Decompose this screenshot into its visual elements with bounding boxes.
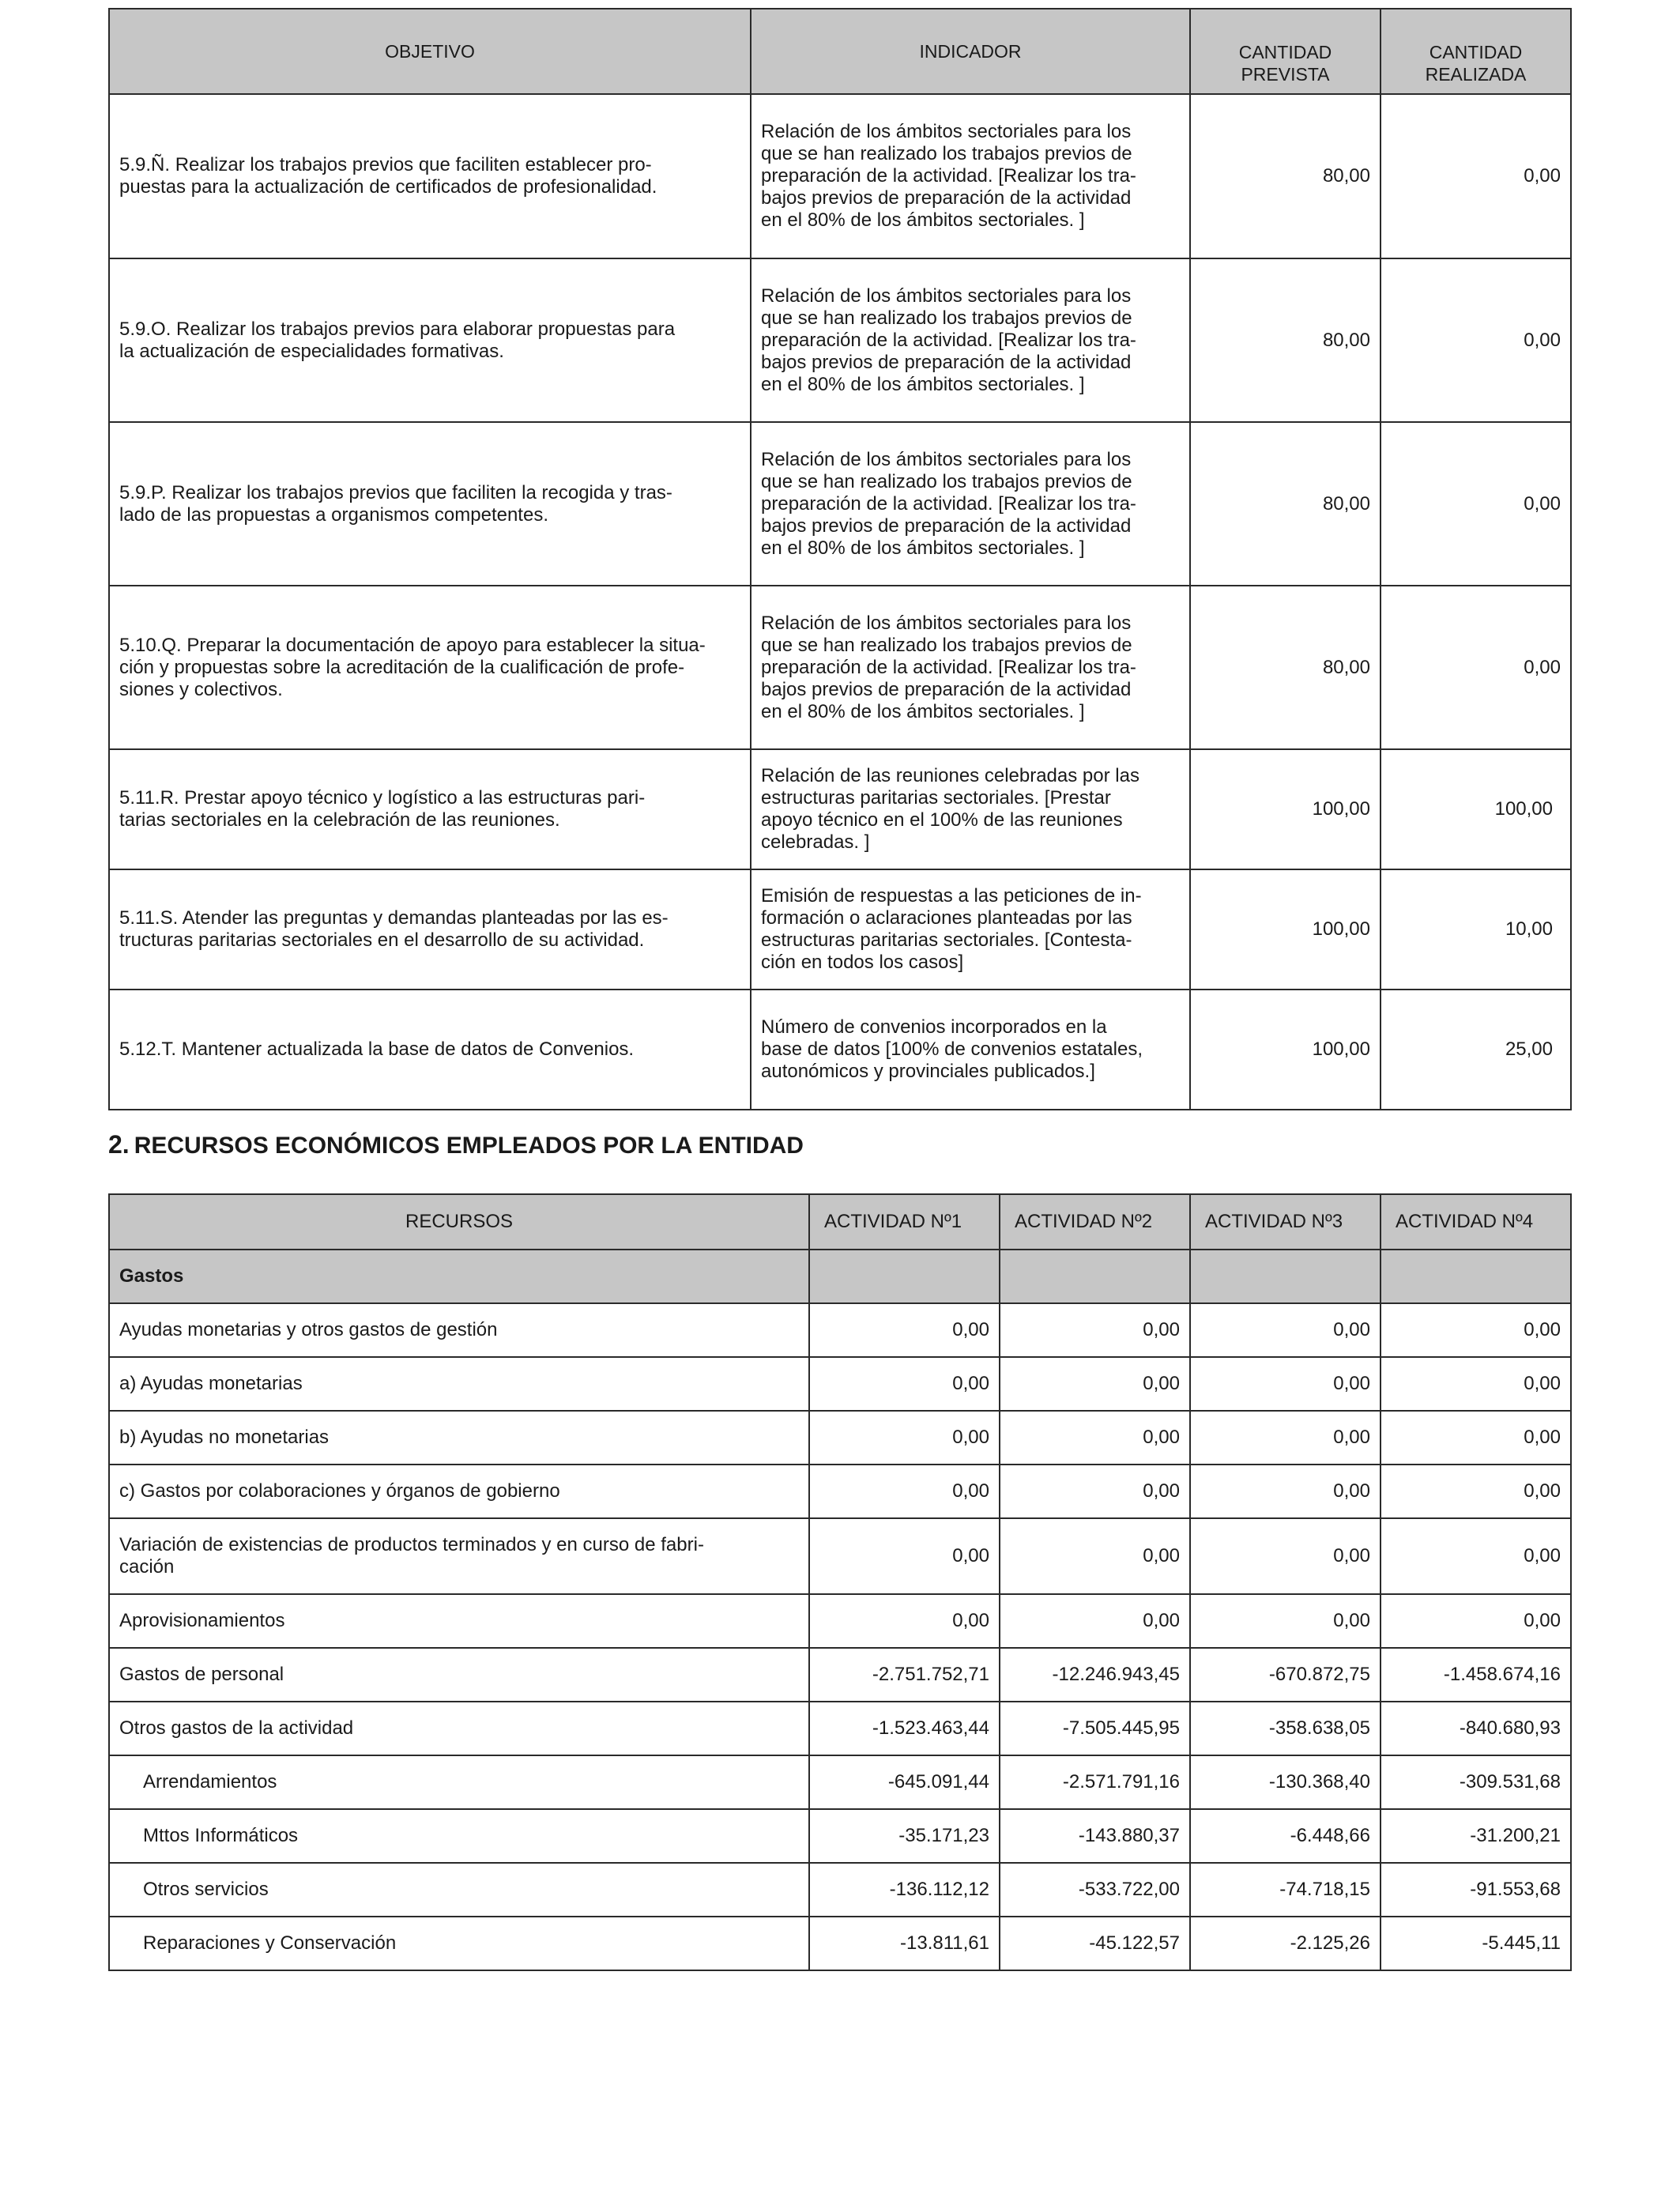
value-actividad-3: 0,00 [1190, 1518, 1381, 1594]
objective-text: 5.9.O. Realizar los trabajos previos para elaborar propuestas para la actualización de especialidades formativas. [109, 258, 751, 422]
actual-quantity: 100,00 [1381, 749, 1571, 869]
indicator-text: Relación de los ámbitos sectoriales para los que se han realizado los trabajos previos de preparación de la actividad. [Realizar los tra- bajos previos de preparación de la actividad en el 80% de los ámbitos sectoriales. ] [751, 422, 1190, 586]
actual-quantity: 25,00 [1381, 990, 1571, 1110]
group-label: Gastos [109, 1250, 809, 1303]
value-actividad-2: 0,00 [1000, 1357, 1190, 1411]
value-actividad-3: 0,00 [1190, 1594, 1381, 1648]
value-actividad-2: -2.571.791,16 [1000, 1755, 1190, 1809]
value-actividad-4: -1.458.674,16 [1381, 1648, 1571, 1702]
objective-row [109, 869, 1571, 990]
indicator-text: Emisión de respuestas a las peticiones de in- formación o aclaraciones planteadas por las estructuras paritarias sectoriales. [Contesta- ción en todos los casos] [751, 869, 1190, 990]
table-row [109, 1917, 1571, 1970]
value-actividad-1: 0,00 [809, 1411, 1000, 1465]
value-actividad-4: 0,00 [1381, 1411, 1571, 1465]
value-actividad-3: 0,00 [1190, 1303, 1381, 1357]
value-actividad-2: 0,00 [1000, 1303, 1190, 1357]
objectives-table [108, 8, 1572, 1110]
resources-header-row [109, 1194, 1571, 1250]
value-actividad-2: -12.246.943,45 [1000, 1648, 1190, 1702]
objective-text: 5.12.T. Mantener actualizada la base de datos de Convenios. [109, 990, 751, 1110]
value-actividad-2: -533.722,00 [1000, 1863, 1190, 1917]
header-actividad-2: ACTIVIDAD Nº2 [1000, 1194, 1190, 1250]
planned-quantity: 80,00 [1190, 258, 1381, 422]
resources-table [108, 1193, 1572, 1971]
value-actividad-1: -645.091,44 [809, 1755, 1000, 1809]
section-heading [108, 1130, 804, 1159]
table-row [109, 1357, 1571, 1411]
objectives-header-row [109, 9, 1571, 94]
value-actividad-3: -2.125,26 [1190, 1917, 1381, 1970]
row-label: Reparaciones y Conservación [109, 1917, 809, 1970]
header-indicador: INDICADOR [751, 9, 1190, 94]
objective-text: 5.11.R. Prestar apoyo técnico y logístico a las estructuras pari- tarias sectoriales en la celebración de las reuniones. [109, 749, 751, 869]
row-label: a) Ayudas monetarias [109, 1357, 809, 1411]
value-actividad-2: 0,00 [1000, 1594, 1190, 1648]
value-actividad-1: -13.811,61 [809, 1917, 1000, 1970]
group-cell [809, 1250, 1000, 1303]
row-label: b) Ayudas no monetarias [109, 1411, 809, 1465]
value-actividad-4: 0,00 [1381, 1465, 1571, 1518]
value-actividad-1: 0,00 [809, 1303, 1000, 1357]
header-recursos: RECURSOS [109, 1194, 809, 1250]
planned-quantity: 100,00 [1190, 749, 1381, 869]
planned-quantity: 100,00 [1190, 990, 1381, 1110]
group-cell [1000, 1250, 1190, 1303]
value-actividad-4: 0,00 [1381, 1303, 1571, 1357]
indicator-text: Relación de los ámbitos sectoriales para los que se han realizado los trabajos previos de preparación de la actividad. [Realizar los tra- bajos previos de preparación de la actividad en el 80% de los ámbitos sectoriales. ] [751, 94, 1190, 258]
indicator-text: Relación de las reuniones celebradas por las estructuras paritarias sectoriales. [Prestar apoyo técnico en el 100% de las reuniones celebradas. ] [751, 749, 1190, 869]
objective-row [109, 586, 1571, 749]
objective-text: 5.9.Ñ. Realizar los trabajos previos que faciliten establecer pro- puestas para la actualización de certificados de profesionalidad. [109, 94, 751, 258]
planned-quantity: 100,00 [1190, 869, 1381, 990]
header-actividad-4: ACTIVIDAD Nº4 [1381, 1194, 1571, 1250]
value-actividad-3: -130.368,40 [1190, 1755, 1381, 1809]
row-label: c) Gastos por colaboraciones y órganos de gobierno [109, 1465, 809, 1518]
row-label: Otros gastos de la actividad [109, 1702, 809, 1755]
objective-row [109, 749, 1571, 869]
actual-quantity: 0,00 [1381, 258, 1571, 422]
value-actividad-1: -2.751.752,71 [809, 1648, 1000, 1702]
value-actividad-4: 0,00 [1381, 1357, 1571, 1411]
value-actividad-1: -136.112,12 [809, 1863, 1000, 1917]
table-row [109, 1518, 1571, 1594]
value-actividad-2: -7.505.445,95 [1000, 1702, 1190, 1755]
section-title: RECURSOS ECONÓMICOS EMPLEADOS POR LA ENTIDAD [134, 1133, 804, 1159]
row-label: Arrendamientos [109, 1755, 809, 1809]
planned-quantity: 80,00 [1190, 422, 1381, 586]
group-cell [1381, 1250, 1571, 1303]
row-label: Aprovisionamientos [109, 1594, 809, 1648]
indicator-text: Relación de los ámbitos sectoriales para los que se han realizado los trabajos previos de preparación de la actividad. [Realizar los tra- bajos previos de preparación de la actividad en el 80% de los ámbitos sectoriales. ] [751, 258, 1190, 422]
planned-quantity: 80,00 [1190, 94, 1381, 258]
table-row [109, 1755, 1571, 1809]
value-actividad-1: 0,00 [809, 1518, 1000, 1594]
value-actividad-4: -840.680,93 [1381, 1702, 1571, 1755]
value-actividad-3: 0,00 [1190, 1357, 1381, 1411]
objective-text: 5.9.P. Realizar los trabajos previos que faciliten la recogida y tras- lado de las propuestas a organismos competentes. [109, 422, 751, 586]
value-actividad-3: 0,00 [1190, 1465, 1381, 1518]
objective-row [109, 990, 1571, 1110]
objective-row [109, 258, 1571, 422]
header-cantidad-prevista: CANTIDAD PREVISTA [1190, 9, 1381, 94]
objective-text: 5.11.S. Atender las preguntas y demandas planteadas por las es- tructuras paritarias sectoriales en el desarrollo de su actividad. [109, 869, 751, 990]
table-row [109, 1702, 1571, 1755]
value-actividad-1: -1.523.463,44 [809, 1702, 1000, 1755]
value-actividad-4: -31.200,21 [1381, 1809, 1571, 1863]
actual-quantity: 0,00 [1381, 422, 1571, 586]
value-actividad-1: -35.171,23 [809, 1809, 1000, 1863]
indicator-text: Número de convenios incorporados en la base de datos [100% de convenios estatales, autonómicos y provinciales publicados.] [751, 990, 1190, 1110]
value-actividad-4: 0,00 [1381, 1594, 1571, 1648]
value-actividad-4: -309.531,68 [1381, 1755, 1571, 1809]
objective-row [109, 94, 1571, 258]
row-label: Gastos de personal [109, 1648, 809, 1702]
header-actividad-1: ACTIVIDAD Nº1 [809, 1194, 1000, 1250]
header-actividad-3: ACTIVIDAD Nº3 [1190, 1194, 1381, 1250]
value-actividad-1: 0,00 [809, 1465, 1000, 1518]
header-cantidad-realizada: CANTIDAD REALIZADA [1381, 9, 1571, 94]
table-row [109, 1863, 1571, 1917]
value-actividad-4: 0,00 [1381, 1518, 1571, 1594]
value-actividad-1: 0,00 [809, 1357, 1000, 1411]
row-label: Ayudas monetarias y otros gastos de gestión [109, 1303, 809, 1357]
table-row [109, 1465, 1571, 1518]
value-actividad-4: -5.445,11 [1381, 1917, 1571, 1970]
row-label: Otros servicios [109, 1863, 809, 1917]
objective-text: 5.10.Q. Preparar la documentación de apoyo para establecer la situa- ción y propuestas sobre la acreditación de la cualificación de profe- siones y colectivos. [109, 586, 751, 749]
objective-row [109, 422, 1571, 586]
value-actividad-3: -6.448,66 [1190, 1809, 1381, 1863]
actual-quantity: 10,00 [1381, 869, 1571, 990]
row-label: Variación de existencias de productos terminados y en curso de fabri- cación [109, 1518, 809, 1594]
value-actividad-2: 0,00 [1000, 1411, 1190, 1465]
planned-quantity: 80,00 [1190, 586, 1381, 749]
value-actividad-2: -45.122,57 [1000, 1917, 1190, 1970]
value-actividad-3: -74.718,15 [1190, 1863, 1381, 1917]
group-row-gastos [109, 1250, 1571, 1303]
actual-quantity: 0,00 [1381, 586, 1571, 749]
actual-quantity: 0,00 [1381, 94, 1571, 258]
value-actividad-2: -143.880,37 [1000, 1809, 1190, 1863]
table-row [109, 1594, 1571, 1648]
table-row [109, 1809, 1571, 1863]
value-actividad-4: -91.553,68 [1381, 1863, 1571, 1917]
value-actividad-2: 0,00 [1000, 1518, 1190, 1594]
value-actividad-2: 0,00 [1000, 1465, 1190, 1518]
value-actividad-3: -670.872,75 [1190, 1648, 1381, 1702]
table-row [109, 1303, 1571, 1357]
row-label: Mttos Informáticos [109, 1809, 809, 1863]
table-row [109, 1648, 1571, 1702]
section-number: 2. [108, 1130, 130, 1159]
value-actividad-1: 0,00 [809, 1594, 1000, 1648]
header-objetivo: OBJETIVO [109, 9, 751, 94]
table-row [109, 1411, 1571, 1465]
value-actividad-3: 0,00 [1190, 1411, 1381, 1465]
indicator-text: Relación de los ámbitos sectoriales para los que se han realizado los trabajos previos de preparación de la actividad. [Realizar los tra- bajos previos de preparación de la actividad en el 80% de los ámbitos sectoriales. ] [751, 586, 1190, 749]
value-actividad-3: -358.638,05 [1190, 1702, 1381, 1755]
group-cell [1190, 1250, 1381, 1303]
